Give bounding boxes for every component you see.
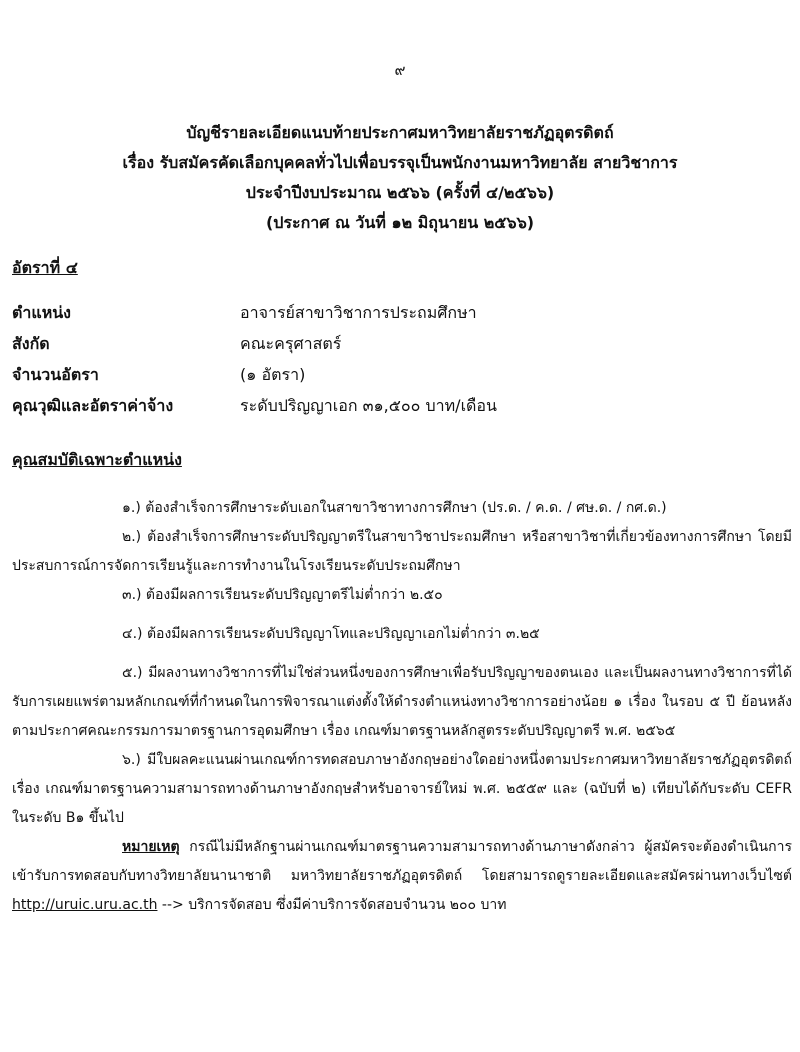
header-line-2: เรื่อง รับสมัครคัดเลือกบุคคลทั่วไปเพื่อบรรจุเป็นพนักงานมหาวิทยาลัย สายวิชาการ [122, 153, 678, 172]
qualification-item-3: ๓.) ต้องมีผลการเรียนระดับปริญญาตรีไม่ต่ำกว่า ๒.๕๐ [122, 587, 443, 603]
header-line-3: ประจำปีงบประมาณ ๒๕๖๖ (ครั้งที่ ๔/๒๕๖๖) [245, 183, 555, 202]
info-row-count [12, 360, 772, 391]
qualification-item-2: ๒.) ต้องสำเร็จการศึกษาระดับปริญญาตรีในสาขาวิชาประถมศึกษา หรือสาขาวิชาที่เกี่ยวข้องทางการศึกษา โดยมีประสบการณ์การจัดการเรียนรู้และการทำงานในโรงเรียนระดับประถมศึกษา [12, 529, 792, 574]
rate-title: อัตราที่ ๔ [12, 258, 78, 277]
qualifications-list [12, 494, 792, 920]
position-info [12, 298, 772, 422]
info-row-affiliation [12, 329, 772, 360]
document-header [0, 118, 800, 238]
note-paragraph [12, 833, 792, 920]
note-text: กรณีไม่มีหลักฐานผ่านเกณฑ์มาตรฐานความสามารถทางด้านภาษาดังกล่าว ผู้สมัครจะต้องดำเนินการเข้ารับการทดสอบกับทางวิทยาลัยนานาชาติ มหาวิทยาลัยราชภัฏอุตรดิตถ์ โดยสามารถดูรายละเอียดและสมัครผ่านทางเว็บไซต์ [12, 839, 792, 884]
info-value: อาจารย์สาขาวิชาการประถมศึกษา [240, 303, 477, 322]
qualification-item-5: ๕.) มีผลงานทางวิชาการที่ไม่ใช่ส่วนหนึ่งของการศึกษาเพื่อรับปริญญาของตนเอง และเป็นผลงานทางวิชาการที่ได้รับการเผยแพร่ตามหลักเกณฑ์ที่กำหนดในการพิจารณาแต่งตั้งให้ดำรงตำแหน่งทางวิชาการอย่างน้อย ๑ เรื่อง ในรอบ ๕ ปี ย้อนหลัง ตามประกาศคณะกรรมการมาตรฐานการอุดมศึกษา เรื่อง เกณฑ์มาตรฐานหลักสูตรระดับปริญญาตรี พ.ศ. ๒๕๖๕ [12, 665, 792, 739]
info-row-salary [12, 391, 772, 422]
info-value: (๑ อัตรา) [240, 365, 306, 384]
page-number: ๙ [394, 61, 406, 79]
qualification-item-1: ๑.) ต้องสำเร็จการศึกษาระดับเอกในสาขาวิชาทางการศึกษา (ปร.ด. / ค.ด. / ศษ.ด. / กศ.ด.) [122, 500, 667, 516]
website-link[interactable]: http://uruic.uru.ac.th [12, 897, 158, 913]
info-row-position [12, 298, 772, 329]
note-text-after: --> บริการจัดสอบ ซึ่งมีค่าบริการจัดสอบจำนวน ๒๐๐ บาท [157, 897, 507, 913]
info-value: คณะครุศาสตร์ [240, 334, 342, 353]
info-value: ระดับปริญญาเอก ๓๑,๕๐๐ บาท/เดือน [240, 396, 497, 415]
header-line-1: บัญชีรายละเอียดแนบท้ายประกาศมหาวิทยาลัยราชภัฏอุตรดิตถ์ [186, 123, 614, 142]
info-label: ตำแหน่ง [12, 303, 71, 322]
qualifications-title: คุณสมบัติเฉพาะตำแหน่ง [12, 450, 182, 469]
info-label: คุณวุฒิและอัตราค่าจ้าง [12, 396, 174, 415]
qualification-item-4: ๔.) ต้องมีผลการเรียนระดับปริญญาโทและปริญญาเอกไม่ต่ำกว่า ๓.๒๕ [122, 626, 540, 642]
info-label: สังกัด [12, 334, 50, 353]
note-label: หมายเหตุ [122, 839, 180, 855]
qualification-item-6: ๖.) มีใบผลคะแนนผ่านเกณฑ์การทดสอบภาษาอังกฤษอย่างใดอย่างหนึ่งตามประกาศมหาวิทยาลัยราชภัฏอุตรดิตถ์ เรื่อง เกณฑ์มาตรฐานความสามารถทางด้านภาษาอังกฤษสำหรับอาจารย์ใหม่ พ.ศ. ๒๕๕๙ และ (ฉบับที่ ๒) เทียบได้กับระดับ CEFR ในระดับ B๑ ขึ้นไป [12, 752, 792, 826]
header-line-4: (ประกาศ ณ วันที่ ๑๒ มิถุนายน ๒๕๖๖) [265, 213, 535, 232]
info-label: จำนวนอัตรา [12, 365, 99, 384]
